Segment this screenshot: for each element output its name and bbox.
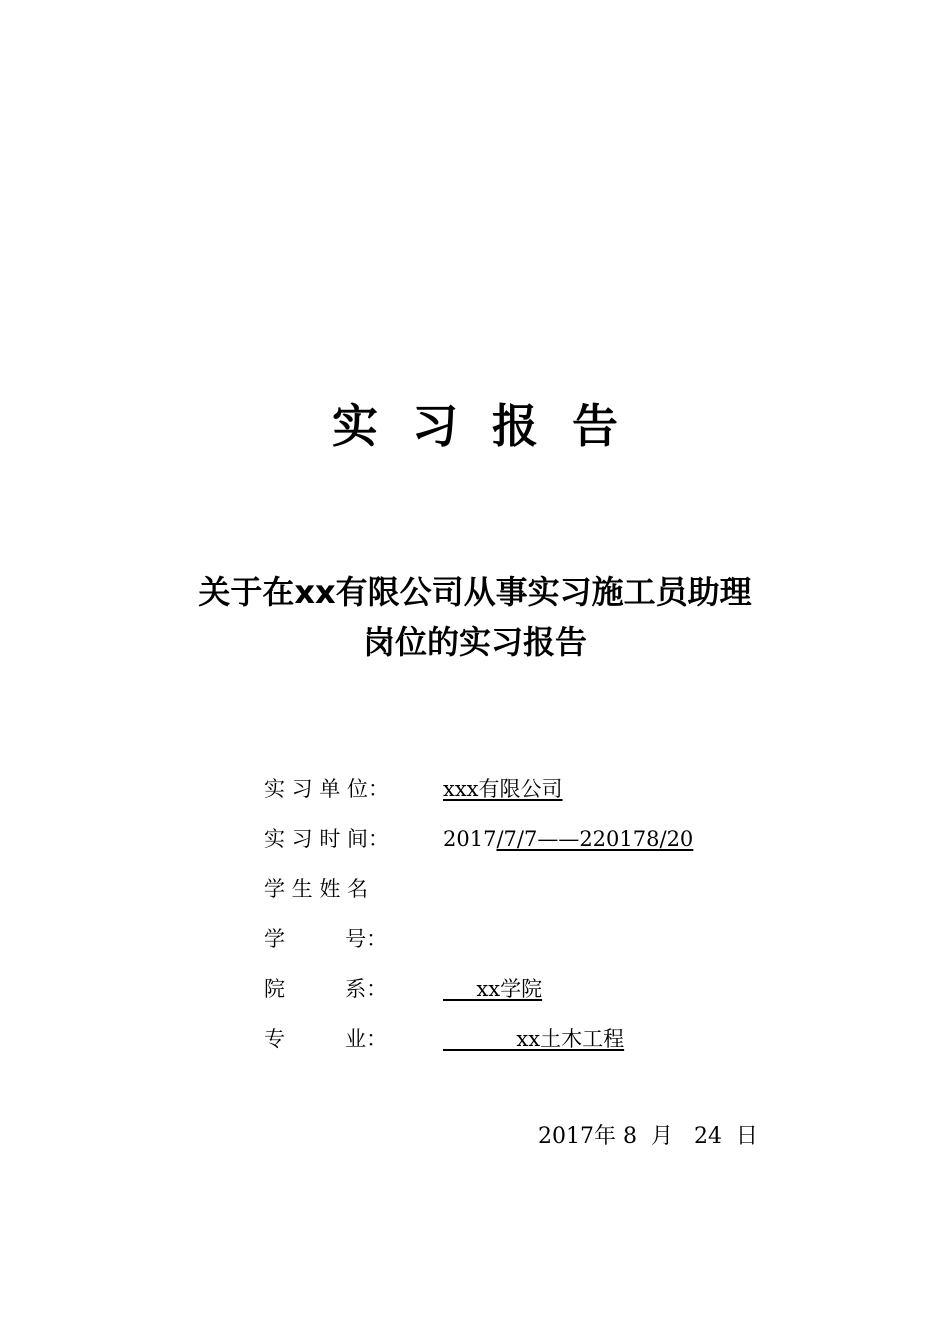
report-subtitle-line-2: 岗位的实习报告: [362, 623, 587, 661]
dept-label: 院 系：: [264, 977, 388, 1001]
unit-value: xxx有限公司: [443, 777, 563, 801]
report-subtitle-line-1: 关于在xx有限公司从事实习施工员助理: [198, 573, 752, 611]
report-title: 实习报告: [332, 399, 652, 453]
major-label: 专 业：: [264, 1027, 388, 1051]
time-label: 实 习 时 间：: [264, 827, 390, 851]
time-value-range: /7/7——220178/20: [496, 827, 694, 851]
id-label: 学 号：: [264, 927, 388, 951]
unit-label: 实 习 单 位：: [264, 777, 390, 801]
major-value: xx土木工程: [443, 1027, 625, 1051]
dept-value: xx学院: [443, 977, 543, 1001]
name-label: 学 生 姓 名: [264, 877, 369, 901]
report-date: 2017年 8 月 24 日: [538, 1124, 758, 1149]
time-value: [443, 824, 693, 854]
time-value-prefix: 2017: [443, 827, 497, 851]
